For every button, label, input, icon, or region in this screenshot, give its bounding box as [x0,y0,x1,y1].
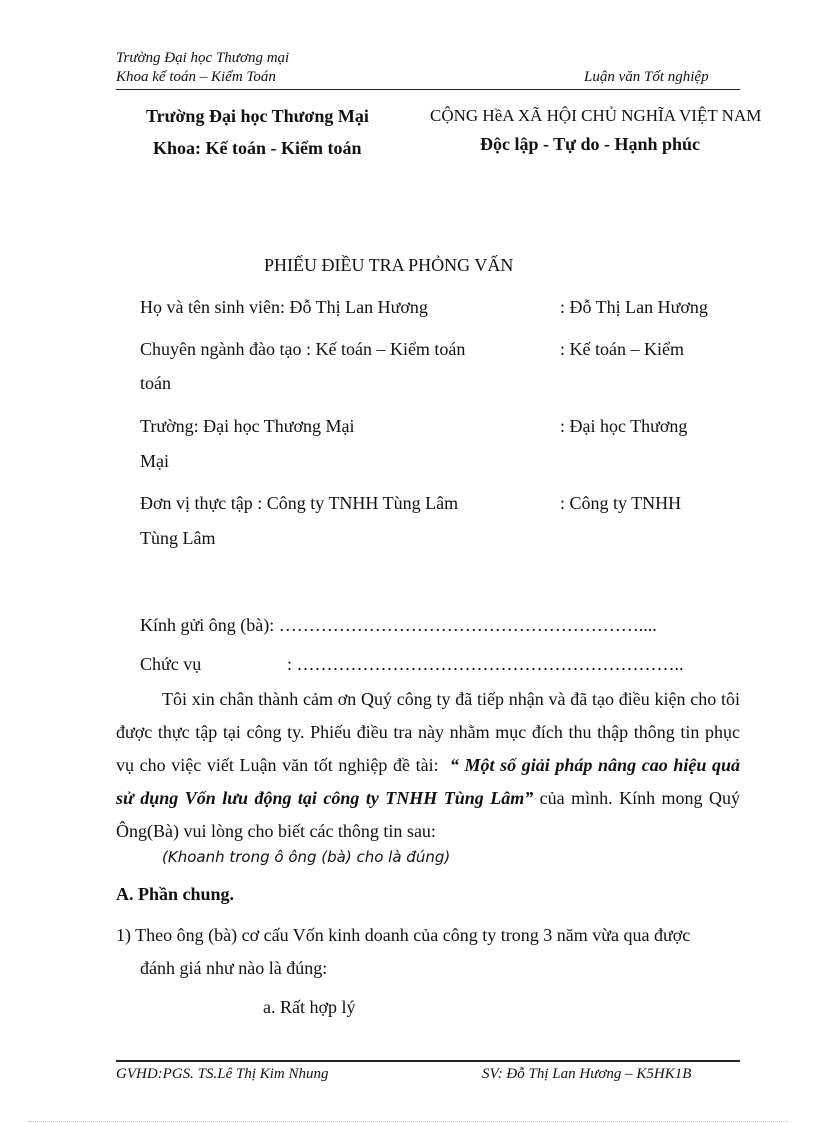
header-school: Trường Đại học Thương mại [116,50,290,66]
footer-student: SV: Đỗ Thị Lan Hương – K5HK1B [482,1066,692,1082]
intro-paragraph [116,683,740,848]
recipient-dots: …………………………………………………….... [278,615,657,635]
name-value: : Đỗ Thị Lan Hương [560,297,708,317]
school-wrap: Mại [140,451,169,471]
unit-value: : Công ty TNHH [560,493,682,513]
position-label: Chức vụ [140,654,202,674]
letterhead-country: CỘNG HềA XÃ HỘI CHỦ NGHĨA VIỆT NAM [430,106,762,125]
question-1-line1: 1) Theo ông (bà) cơ cấu Vốn kinh doanh của công ty trong 3 năm vừa qua được [116,925,691,945]
section-a-heading: A. Phần chung. [116,884,235,904]
school-value: : Đại học Thương [560,416,688,436]
instruction-note: (Khoanh trong ô ông (bà) cho là đúng) [162,848,451,866]
page-bottom-border [28,1121,788,1122]
major-value: : Kế toán – Kiểm [560,339,684,359]
header-doc-type: Luận văn Tốt nghiệp [584,69,709,85]
recipient-label: Kính gửi ông (bà): [140,615,279,635]
intro-part2: của mình. Kính mong Quý Ông(Bà) vui lòng cho biết các thông tin sau: [116,788,740,841]
question-1-line2: đánh giá như nào là đúng: [140,958,328,978]
letterhead-school: Trường Đại học Thương Mại [146,106,369,126]
page-title: PHIẾU ĐIỀU TRA PHỎNG VẤN [264,255,514,275]
position-dots: : ……………………………………………………….. [287,654,684,674]
major-label: Chuyên ngành đào tạo : Kế toán – Kiểm toán [140,339,466,359]
header-faculty: Khoa kế toán – Kiểm Toán [116,69,276,85]
intro-part1: Tôi xin chân thành cảm ơn Quý công ty đã tiếp nhận và đã tạo điều kiện cho tôi được thực tập tại công ty. Phiếu điều tra này nhằm mục đích thu thập thông tin phục vụ cho việc viết Luận văn tốt nghiệp đề tài: [116,689,740,775]
header-rule [116,89,740,90]
name-label: Họ và tên sinh viên: Đỗ Thị Lan Hương [140,297,428,317]
unit-label: Đơn vị thực tập : Công ty TNHH Tùng Lâm [140,493,459,513]
footer-rule [116,1060,740,1062]
unit-wrap: Tùng Lâm [140,528,216,548]
intro-topic: “ Một số giải pháp nâng cao hiệu quả sử dụng Vốn lưu động tại công ty TNHH Tùng Lâm” [116,755,740,808]
school-label: Trường: Đại học Thương Mại [140,416,355,436]
letterhead-faculty: Khoa: Kế toán - Kiểm toán [153,138,362,158]
major-wrap: toán [140,373,171,393]
footer-advisor: GVHD:PGS. TS.Lê Thị Kim Nhung [116,1066,329,1082]
letterhead-motto: Độc lập - Tự do - Hạnh phúc [480,134,701,154]
question-1-option-a: a. Rất hợp lý [263,997,356,1017]
recipient-line [140,615,657,636]
